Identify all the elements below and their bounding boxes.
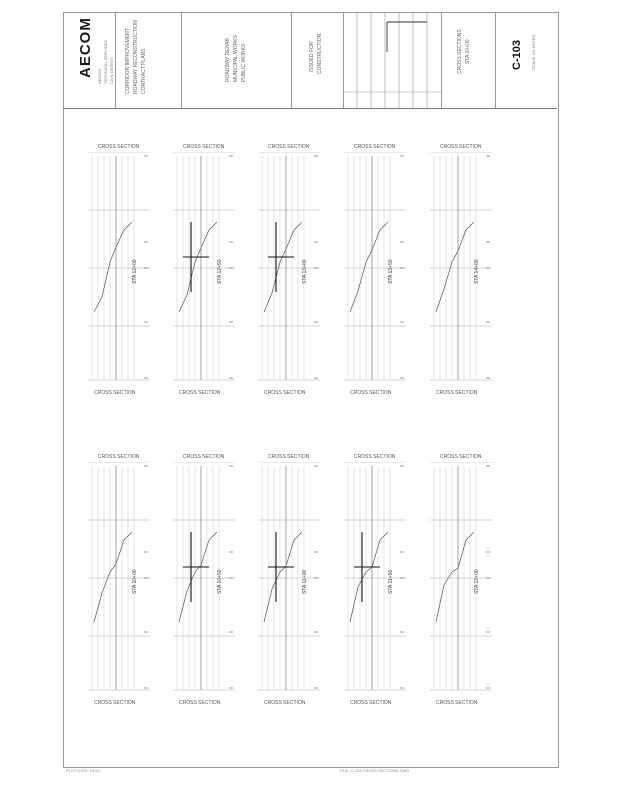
sheet-title-line-2: STA 10+00 — [465, 39, 471, 64]
sheet-number-column — [495, 12, 557, 108]
ground-profile-line — [94, 222, 132, 312]
station-label: STA 10+00 — [132, 569, 138, 594]
aecom-logo: AECOM — [77, 17, 94, 78]
title-block — [63, 12, 557, 109]
cross-section-footer-label: CROSS SECTION — [350, 390, 392, 396]
cross-section-drawing — [430, 152, 510, 384]
ground-profile-line — [179, 222, 217, 312]
cross-section-title: CROSS SECTION — [98, 454, 140, 460]
owner-column — [181, 12, 292, 108]
issue-column — [291, 12, 344, 108]
cross-section-panel — [430, 144, 510, 396]
cross-section-panel — [258, 144, 338, 396]
ground-profile-line — [436, 222, 474, 312]
ground-profile-line — [264, 532, 302, 622]
plot-date: PLOT DATE: 01/01 — [66, 768, 101, 773]
cross-section-footer-label: CROSS SECTION — [179, 700, 221, 706]
sheet-title-line-1: CROSS SECTIONS — [457, 29, 463, 74]
cross-section-footer-label: CROSS SECTION — [94, 390, 136, 396]
cross-section-drawing — [258, 152, 338, 384]
cross-section-drawing — [173, 152, 253, 384]
cross-section-panel — [173, 144, 253, 396]
project-line-1: CORRIDOR IMPROVEMENT — [125, 28, 131, 94]
cross-section-footer-label: CROSS SECTION — [94, 700, 136, 706]
cross-section-title: CROSS SECTION — [440, 144, 482, 150]
ground-profile-line — [436, 532, 474, 622]
cross-section-footer-label: CROSS SECTION — [264, 390, 306, 396]
cross-section-title: CROSS SECTION — [440, 454, 482, 460]
cross-section-drawing — [344, 462, 424, 694]
ground-profile-line — [264, 222, 302, 312]
cross-section-footer-label: CROSS SECTION — [264, 700, 306, 706]
owner-line-3: PUBLIC WORKS — [241, 43, 247, 82]
revision-table — [343, 12, 442, 108]
cross-section-drawing — [88, 152, 168, 384]
sheet-number: C-103 — [511, 40, 523, 70]
cross-section-panel — [344, 454, 424, 706]
cross-section-panel — [88, 144, 168, 396]
firm-line-1: AECOM — [97, 69, 102, 84]
cross-section-panel — [173, 454, 253, 706]
cross-section-drawing — [258, 462, 338, 694]
cross-section-title: CROSS SECTION — [268, 144, 310, 150]
station-label: STA 11+00 — [302, 569, 308, 594]
station-label: STA 14+00 — [474, 259, 480, 284]
ground-profile-line — [179, 532, 217, 622]
cross-section-panel — [258, 454, 338, 706]
station-label: STA 11+50 — [388, 569, 394, 594]
station-label: STA 13+00 — [302, 259, 308, 284]
cross-section-title: CROSS SECTION — [354, 144, 396, 150]
cross-section-drawing — [88, 462, 168, 694]
cross-section-panel — [430, 454, 510, 706]
station-label: STA 12+00 — [474, 569, 480, 594]
cross-section-footer-label: CROSS SECTION — [179, 390, 221, 396]
station-label: STA 13+50 — [388, 259, 394, 284]
logo-column — [63, 12, 116, 108]
firm-line-3: CIVIL DESIGN — [109, 57, 114, 84]
cross-section-footer-label: CROSS SECTION — [436, 390, 478, 396]
owner-line-1: ROADWAY REHAB — [225, 38, 231, 82]
issue-line-1: ISSUED FOR — [309, 41, 315, 72]
project-line-3: CONTRACT PLANS — [141, 48, 147, 94]
ground-profile-line — [350, 222, 388, 312]
cross-section-drawing — [344, 152, 424, 384]
ground-profile-line — [94, 532, 132, 622]
issue-line-2: CONSTRUCTION — [317, 33, 323, 74]
cross-section-title: CROSS SECTION — [183, 144, 225, 150]
sheet-title-column — [441, 12, 496, 108]
station-label: STA 12+00 — [132, 259, 138, 284]
project-line-2: ROADWAY RECONSTRUCTION — [133, 20, 139, 94]
cross-section-title: CROSS SECTION — [98, 144, 140, 150]
cross-section-title: CROSS SECTION — [183, 454, 225, 460]
revision-grid — [343, 12, 441, 108]
cross-section-title: CROSS SECTION — [268, 454, 310, 460]
station-label: STA 12+50 — [217, 259, 223, 284]
file-name: FILE: C-103 CROSS SECTIONS.DWG — [340, 768, 410, 773]
cross-section-panel — [344, 144, 424, 396]
cross-section-title: CROSS SECTION — [354, 454, 396, 460]
cross-section-drawing — [173, 462, 253, 694]
owner-line-2: MUNICIPAL WORKS — [233, 35, 239, 82]
firm-line-2: TECHNICAL SERVICES — [103, 40, 108, 84]
cross-section-drawing — [430, 462, 510, 694]
ground-profile-line — [350, 532, 388, 622]
station-label: STA 10+50 — [217, 569, 223, 594]
project-column — [115, 12, 182, 108]
cross-section-footer-label: CROSS SECTION — [350, 700, 392, 706]
cross-section-footer-label: CROSS SECTION — [436, 700, 478, 706]
cross-section-panel — [88, 454, 168, 706]
sheet-scale: SCALE: AS NOTED — [531, 34, 536, 70]
